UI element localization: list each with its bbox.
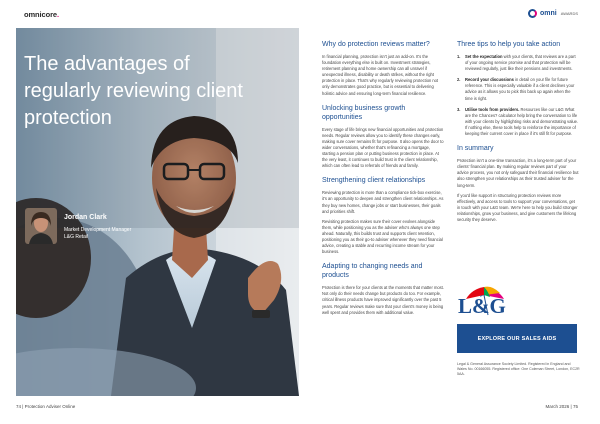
omnicore-logo: omnicore. [24,10,59,19]
hero-photo [16,28,299,396]
explore-sales-aids-button[interactable]: EXPLORE OUR SALES AIDS [457,324,577,353]
section-heading: Why do protection reviews matter? [322,41,430,48]
brand-right-text: omni [540,10,557,17]
brand-right-sub: AWARDS [560,11,578,16]
paragraph: Protection isn't a one-time transaction, it's a long-term part of your clients' financial plan. By making regular reviews part of your advice process, you not only safeguard their financial resilience but also strengthen your relationships as their trusted adviser for the long-term. [457,158,579,188]
author-role [64,227,154,241]
author-avatar [25,208,57,244]
paragraph: Revisiting protection makes sure their cover evolves alongside them, while positioning you as the adviser who's always one step ahead. Naturally, this builds trust and supports client retention, positioning you as their go-to adviser whenever they need financial advice, creating a stable and recurring income stream for your business. [322,218,443,255]
page-header [0,0,600,26]
paragraph: In financial planning, protection isn't just an add-on. It's the foundation everything else is built on. Investment strategies, retirement planning and home ownership can all unravel if unexpected illness, disability or death strikes, without the right protection in place. That's why regularly reviewing protection not only demonstrates good practice, but is essential to delivering holistic advice and ensuring long-term financial resilience. [322,54,439,96]
tip-number: 1. [457,54,461,59]
omni-ring-icon [528,9,537,18]
tip-text: Resources like our L&G What are the Chances? calculator help bring the conversation to life with your clients by highlighting risks and demonstrating value. If nothing else, these tools help to reinforce the importance of keeping their current cover in place if it's still fit for purpose. [465,106,579,137]
tip-title: Set the expectation [465,54,503,59]
omni-awards-logo [528,9,578,18]
author-name: Jordan Clark [64,214,107,221]
section-heading: Three tips to help you take action [457,41,561,48]
tip-text: with your clients, that reviews are a part of your ongoing service promise and that protection will be reviewed regularly, just like their pensions and investments. [465,54,576,72]
tip-item [457,54,579,72]
paragraph: Every stage of life brings new financial opportunities and protection needs. Regular reviews allow you to identify these changes early, making sure cover remains fit for purpose. It also opens the door to wider conversations, whether that's refinancing a mortgage, starting a pension plan or putting business protection in place. At the very least, it continues to build trust in the client relationship, which can often lead to referrals of friends and family. [322,126,444,169]
paragraph: Reviewing protection is more than a compliance tick-box exercise, it's an opportunity to deepen and strengthen client relationships. As they buy new homes, change jobs or start businesses, their goals and priorities shift. [322,190,444,214]
tip-title: Record your discussions [465,77,514,83]
lg-logo: L&G [458,294,506,318]
tip-number: 2. [457,77,461,83]
footer-left: 74 | Protection Adviser Online [16,404,76,409]
section-summary [457,144,579,223]
paragraph: If you'd like support in structuring protection reviews more effectively, and access to tools to support your conversations, get in touch with your L&G team. We're here to help you build stronger relationships, grow your business, and give customers the lifelong security they deserve. [457,192,578,222]
brand-left-text: omnicore [24,10,57,19]
section-heading: In summary [457,145,494,153]
author-role-line2: L&G Retail [64,234,89,240]
section-heading: Unlocking business growth opportunities [322,104,406,121]
paragraph: Protection is there for your clients at the moments that matter most. Not only do their needs change but products do too. For example, critical illness products have improved significantly over the past 5 years. Regular reviews make sure that your client's money is being well spent and provides them with additional value. [322,285,444,315]
author-role-line1: Market Development Manager [64,227,132,233]
section-heading: Strengthening client relationships [322,177,426,185]
legal-disclaimer: Legal & General Assurance Society Limited. Registered in England and Wales No. 00166055. Registered office: One Coleman Street, London, EC2R 5AA. [457,362,580,377]
tip-item [457,77,579,101]
footer-right: March 2026 | 75 [545,404,578,409]
section-growth [322,104,444,170]
article-column-left [322,40,444,323]
page-title: The advantages of regularly reviewing client protection [24,53,243,129]
section-tips [457,40,579,137]
section-relationships [322,176,444,255]
tip-item [457,107,579,137]
tip-number: 3. [457,106,461,112]
article-column-right [457,40,579,230]
section-adapting [322,262,444,315]
tip-title: Utilise tools from providers. [465,106,520,112]
section-heading: Adapting to changing needs and products [322,263,423,280]
tip-text: in detail on your file for future reference. This is especially valuable if a client declines your advice as it allows you to pick this back up again when the time is right. [465,77,575,101]
section-why [322,40,444,97]
